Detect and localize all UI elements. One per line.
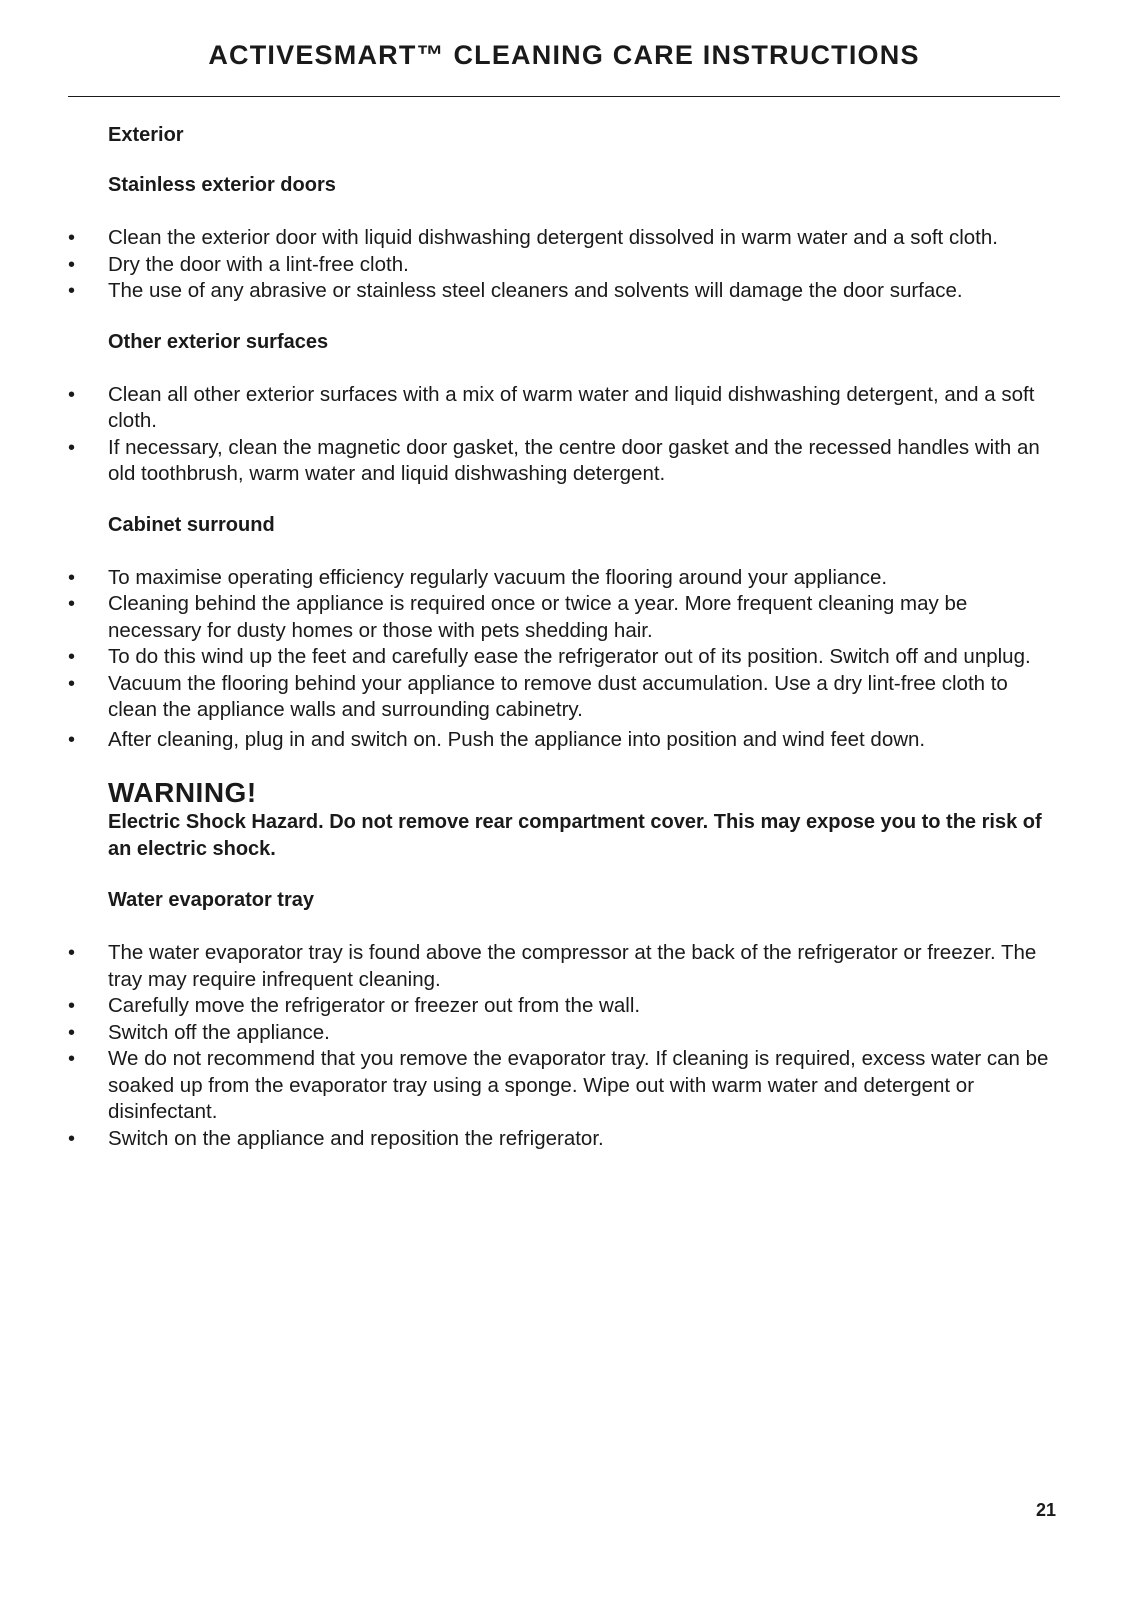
- section-heading-stainless-doors: Stainless exterior doors: [108, 174, 336, 196]
- list-item: [68, 1020, 1060, 1047]
- list-item: [68, 278, 1060, 305]
- bullet-icon: •: [68, 566, 76, 589]
- cabinet-surround-list: [68, 565, 1060, 754]
- bullet-icon: •: [68, 593, 76, 615]
- bullet-icon: •: [68, 995, 76, 1017]
- bullet-icon: •: [68, 383, 76, 406]
- bullet-icon: •: [68, 672, 76, 695]
- list-item: [68, 252, 1060, 279]
- list-item: [68, 993, 1060, 1020]
- bullet-icon: •: [68, 728, 76, 751]
- warning-text: Electric Shock Hazard. Do not remove rear compartment cover. This may expose you to the risk of an electric shock.: [108, 811, 1042, 860]
- list-item-text: Switch off the appliance.: [108, 1020, 330, 1044]
- warning-title: WARNING!: [108, 777, 257, 808]
- list-item: [68, 644, 1060, 671]
- bullet-icon: •: [68, 280, 76, 302]
- header-divider: [68, 96, 1060, 97]
- page-title: ACTIVESMART™ CLEANING CARE INSTRUCTIONS: [208, 40, 920, 70]
- list-item: [68, 671, 1060, 724]
- list-item-text: Dry the door with a lint-free cloth.: [108, 252, 409, 276]
- list-item-text: To do this wind up the feet and carefully ease the refrigerator out of its position. Switch off and unplug.: [108, 645, 1031, 668]
- list-item: [68, 1126, 1060, 1153]
- list-item-text: Clean all other exterior surfaces with a mix of warm water and liquid dishwashing detergent, and a soft cloth.: [108, 382, 1035, 432]
- list-item: [68, 1046, 1060, 1126]
- section-heading-exterior: Exterior: [108, 124, 184, 146]
- list-item: [68, 940, 1060, 993]
- bullet-icon: •: [68, 436, 76, 459]
- warning-box: [108, 777, 1060, 863]
- evaporator-tray-list: [68, 940, 1060, 1152]
- list-item-text: Cleaning behind the appliance is required once or twice a year. More frequent cleaning may be necessary for dusty homes or those with pets shedding hair.: [108, 592, 968, 642]
- bullet-icon: •: [68, 253, 76, 276]
- list-item: [68, 591, 1060, 644]
- list-item-text: Vacuum the flooring behind your appliance to remove dust accumulation. Use a dry lint-free cloth to clean the appliance walls and surrounding cabinetry.: [108, 671, 1008, 721]
- list-item-text: If necessary, clean the magnetic door gasket, the centre door gasket and the recessed handles with an old toothbrush, warm water and liquid dishwashing detergent.: [108, 435, 1040, 485]
- list-item-text: To maximise operating efficiency regularly vacuum the flooring around your appliance.: [108, 565, 888, 589]
- bullet-icon: •: [68, 1127, 76, 1150]
- bullet-icon: •: [68, 646, 76, 668]
- list-item: [68, 435, 1060, 488]
- list-item-text: The water evaporator tray is found above the compressor at the back of the refrigerator or freezer. The tray may require infrequent cleaning.: [108, 941, 1037, 991]
- other-surfaces-list: [68, 382, 1060, 488]
- list-item: [68, 727, 1060, 754]
- stainless-doors-list: [68, 225, 1060, 305]
- bullet-icon: •: [68, 1048, 76, 1070]
- bullet-icon: •: [68, 227, 76, 249]
- page-content: [68, 122, 1060, 1152]
- list-item: [68, 565, 1060, 592]
- list-item-text: Clean the exterior door with liquid dishwashing detergent dissolved in warm water and a soft cloth.: [108, 226, 998, 249]
- section-heading-other-surfaces: Other exterior surfaces: [108, 330, 329, 353]
- section-heading-evaporator-tray: Water evaporator tray: [108, 889, 314, 911]
- list-item-text: After cleaning, plug in and switch on. Push the appliance into position and wind feet down.: [108, 727, 926, 751]
- list-item-text: We do not recommend that you remove the evaporator tray. If cleaning is required, excess water can be soaked up from the evaporator tray using a sponge. Wipe out with warm water and detergent or disinfectant.: [108, 1047, 1049, 1123]
- bullet-icon: •: [68, 942, 76, 964]
- list-item: [68, 225, 1060, 252]
- list-item-text: The use of any abrasive or stainless steel cleaners and solvents will damage the door surface.: [108, 279, 963, 302]
- list-item: [68, 382, 1060, 435]
- list-item-text: Switch on the appliance and reposition the refrigerator.: [108, 1126, 604, 1150]
- page-number: 21: [1035, 1500, 1056, 1520]
- list-item-text: Carefully move the refrigerator or freezer out from the wall.: [108, 994, 641, 1017]
- bullet-icon: •: [68, 1021, 76, 1044]
- section-heading-cabinet-surround: Cabinet surround: [108, 513, 275, 536]
